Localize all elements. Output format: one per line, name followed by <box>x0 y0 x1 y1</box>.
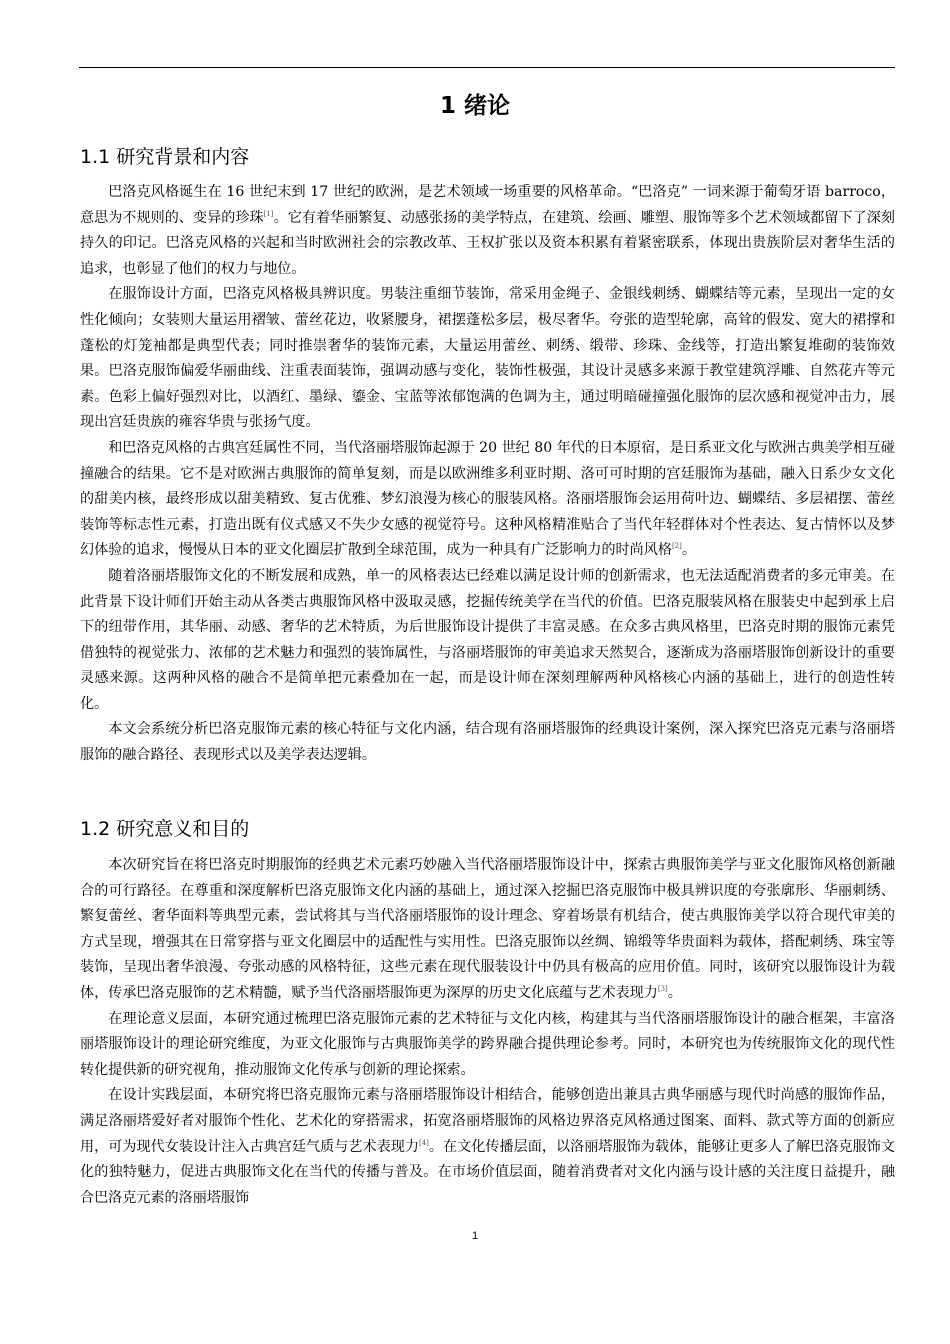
paragraph-text: 随着洛丽塔服饰文化的不断发展和成熟，单一的风格表达已经难以满足设计师的创新需求，也无法适配消费者的多元审美。在此背景下设计师们开始主动从各类古典服饰风格中汲取灵感，挖掘传统美学在当代的价值。巴洛克服装风格在服装史中起到承上启下的纽带作用，其华丽、动感、奢华的艺术特质，为后世服饰设计提供了丰富灵感。在众多古典风格里，巴洛克时期的服饰元素凭借独特的视觉张力、浓郁的艺术魅力和强烈的装饰属性，与洛丽塔服饰的审美追求天然契合，逐渐成为洛丽塔服饰创新设计的重要灵感来源。这两种风格的融合不是简单把元素叠加在一起，而是设计师在深刻理解两种风格核心内涵的基础上，进行的创造性转化。 <box>80 567 895 712</box>
header-rule <box>79 67 895 68</box>
section-body-1-1 <box>80 180 895 769</box>
paragraph-text: 。 <box>667 984 682 1001</box>
paragraph <box>80 853 895 1007</box>
paragraph-text: 在理论意义层面，本研究通过梳理巴洛克服饰元素的艺术特征与文化内核，构建其与当代洛丽塔服饰设计的融合框架，丰富洛丽塔服饰设计的理论研究维度，为亚文化服饰与古典服饰美学的跨界融合提供理论参考。同时，本研究也为传统服饰文化的现代性转化提供新的研究视角，推动服饰文化传承与创新的理论探索。 <box>80 1010 895 1078</box>
citation-marker: [2] <box>671 542 682 551</box>
paragraph <box>80 180 895 282</box>
paragraph-text: 本文会系统分析巴洛克服饰元素的核心特征与文化内涵，结合现有洛丽塔服饰的经典设计案例，深入探究巴洛克元素与洛丽塔服饰的融合路径、表现形式以及美学表达逻辑。 <box>80 721 895 764</box>
paragraph-text: 本次研究旨在将巴洛克时期服饰的经典艺术元素巧妙融入当代洛丽塔服饰设计中，探索古典服饰美学与亚文化服饰风格创新融合的可行路径。在尊重和深度解析巴洛克服饰文化内涵的基础上，通过深入挖掘巴洛克服饰中极具辨识度的夸张廓形、华丽刺绣、繁复蕾丝、奢华面料等典型元素，尝试将其与当代洛丽塔服饰的设计理念、穿着场景有机结合，使古典服饰美学以符合现代审美的方式呈现，增强其在日常穿搭与亚文化圈层中的适配性与实用性。巴洛克服饰以丝绸、锦缎等华贵面料为载体，搭配刺绣、珠宝等装饰，呈现出奢华浪漫、夸张动感的风格特征，这些元素在现代服装设计中仍具有极高的应用价值。同时，该研究以服饰设计为载体，传承巴洛克服饰的艺术精髓，赋予当代洛丽塔服饰更为深厚的历史文化底蕴与艺术表现力 <box>80 857 895 1001</box>
paragraph <box>80 1083 895 1211</box>
paragraph <box>80 564 895 718</box>
paragraph-text: 。在文化传播层面，以洛丽塔服饰为载体，能够让更多人了解巴洛克服饰文化的独特魅力，促进古典服饰文化在当代的传播与普及。在市场价值层面，随着消费者对文化内涵与设计感的关注度日益提升，融合巴洛克元素的洛丽塔服饰 <box>80 1138 896 1206</box>
citation-marker: [1] <box>263 209 274 218</box>
page-number: 1 <box>471 1230 479 1242</box>
chapter-title: 1 绪论 <box>439 93 510 119</box>
paragraph-text: 。 <box>681 542 696 559</box>
paragraph-text: 。它有着华丽繁复、动感张扬的美学特点，在建筑、绘画、雕塑、服饰等多个艺术领域都留下了深刻持久的印记。巴洛克风格的兴起和当时欧洲社会的宗教改革、王权扩张以及资本积累有着紧密联系，体现出贵族阶层对奢华生活的追求，也彰显了他们的权力与地位。 <box>80 209 896 277</box>
paragraph-text: 巴洛克风格诞生在 16 世纪末到 17 世纪的欧洲，是艺术领域一场重要的风格革命。“巴洛克” 一词来源于葡萄牙语 barroco，意思为不规则的、变异的珍珠 <box>80 184 895 226</box>
paragraph <box>80 717 895 768</box>
paragraph <box>80 1007 895 1084</box>
paragraph-text: 在服饰设计方面，巴洛克风格极具辨识度。男装注重细节装饰，常采用金绳子、金银线刺绣、蝴蝶结等元素，呈现出一定的女性化倾向；女装则大量运用褶皱、蕾丝花边，收紧腰身，裙摆蓬松多层，极尽奢华。夸张的造型轮廓，高耸的假发、宽大的裙撑和蓬松的灯笼袖都是典型代表；同时推崇奢华的装饰元素，大量运用蕾丝、刺绣、缎带、珍珠、金线等，打造出繁复堆砌的装饰效果。巴洛克服饰偏爱华丽曲线、注重表面装饰，强调动感与变化，装饰性极强，其设计灵感多来源于教堂建筑浮雕、自然花卉等元素。色彩上偏好强烈对比，以酒红、墨绿、鎏金、宝蓝等浓郁饱满的色调为主，通过明暗碰撞强化服饰的层次感和视觉冲击力，展现出宫廷贵族的雍容华贵与张扬气度。 <box>80 286 895 431</box>
paragraph-text: 在设计实践层面，本研究将巴洛克服饰元素与洛丽塔服饰设计相结合，能够创造出兼具古典华丽感与现代时尚感的服饰作品，满足洛丽塔爱好者对服饰个性化、艺术化的穿搭需求，拓宽洛丽塔服饰的风格边界洛克风格通过图案、面料、款式等方面的创新应用，可为现代女装设计注入古典宫廷气质与艺术表现力 <box>80 1087 895 1155</box>
citation-marker: [4] <box>418 1138 429 1147</box>
citation-marker: [3] <box>657 984 668 993</box>
paragraph-text: 和巴洛克风格的古典宫廷属性不同，当代洛丽塔服饰起源于 20 世纪 80 年代的日本原宿，是日系亚文化与欧洲古典美学相互碰撞融合的结果。它不是对欧洲古典服饰的简单复刻，而是以欧洲维多利亚时期、洛可可时期的宫廷服饰为基础，融入日系少女文化的甜美内核，最终形成以甜美精致、复古优雅、梦幻浪漫为核心的服装风格。洛丽塔服饰会运用荷叶边、蝴蝶结、多层裙摆、蕾丝装饰等标志性元素，打造出既有仪式感又不失少女感的视觉符号。这种风格精准贴合了当代年轻群体对个性表达、复古情怀以及梦幻体验的追求，慢慢从日本的亚文化圈层扩散到全球范围，成为一种具有广泛影响力的时尚风格 <box>80 439 895 559</box>
section-body-1-2 <box>80 853 895 1211</box>
section-title-1-2: 1.2 研究意义和目的 <box>80 818 250 840</box>
section-title-1-1: 1.1 研究背景和内容 <box>80 146 250 168</box>
paragraph <box>80 436 895 564</box>
paragraph <box>80 282 895 436</box>
